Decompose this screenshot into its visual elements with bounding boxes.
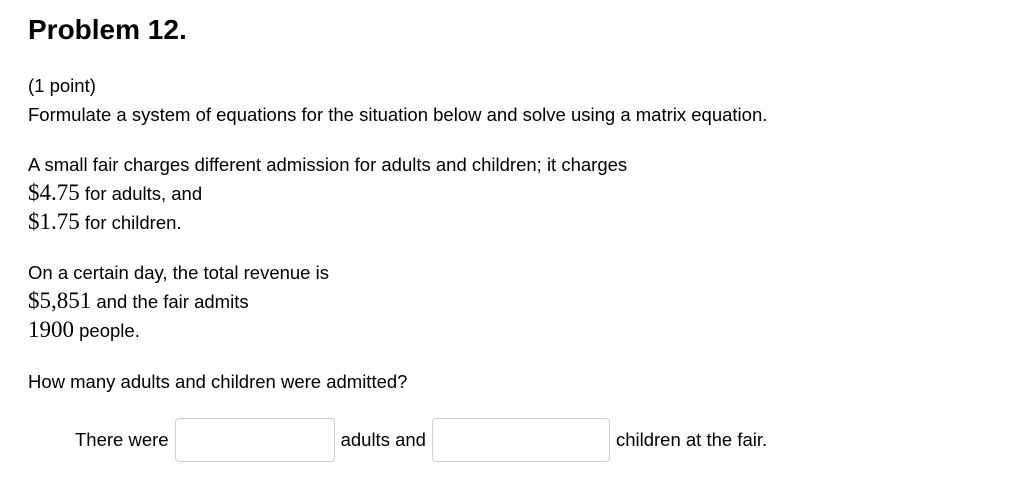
children-answer-input[interactable]	[432, 418, 610, 462]
revenue-suffix: and the fair admits	[91, 291, 249, 312]
problem-title: Problem 12.	[28, 14, 187, 45]
people-suffix: people.	[74, 320, 140, 341]
answer-row	[75, 418, 767, 462]
child-price-line	[28, 210, 182, 235]
people-count: 1900	[28, 317, 74, 342]
answer-middle: adults and	[340, 429, 426, 450]
points-label: (1 point)	[28, 75, 96, 96]
adult-price-suffix: for adults, and	[79, 183, 203, 204]
adults-answer-input[interactable]	[175, 418, 335, 462]
fair-description: A small fair charges different admission for adults and children; it charges	[28, 154, 628, 175]
instruction-text: Formulate a system of equations for the situation below and solve using a matrix equation.	[28, 104, 768, 125]
question-text: How many adults and children were admitted?	[28, 371, 408, 392]
revenue-value: $5,851	[28, 288, 92, 313]
people-line	[28, 318, 140, 343]
adult-price-line	[28, 181, 202, 206]
adult-price-value: $4.75	[28, 180, 80, 205]
child-price-suffix: for children.	[79, 212, 182, 233]
child-price-value: $1.75	[28, 209, 80, 234]
answer-prefix: There were	[75, 429, 169, 450]
revenue-line	[28, 289, 249, 314]
revenue-intro: On a certain day, the total revenue is	[28, 262, 329, 283]
answer-suffix: children at the fair.	[615, 429, 768, 450]
